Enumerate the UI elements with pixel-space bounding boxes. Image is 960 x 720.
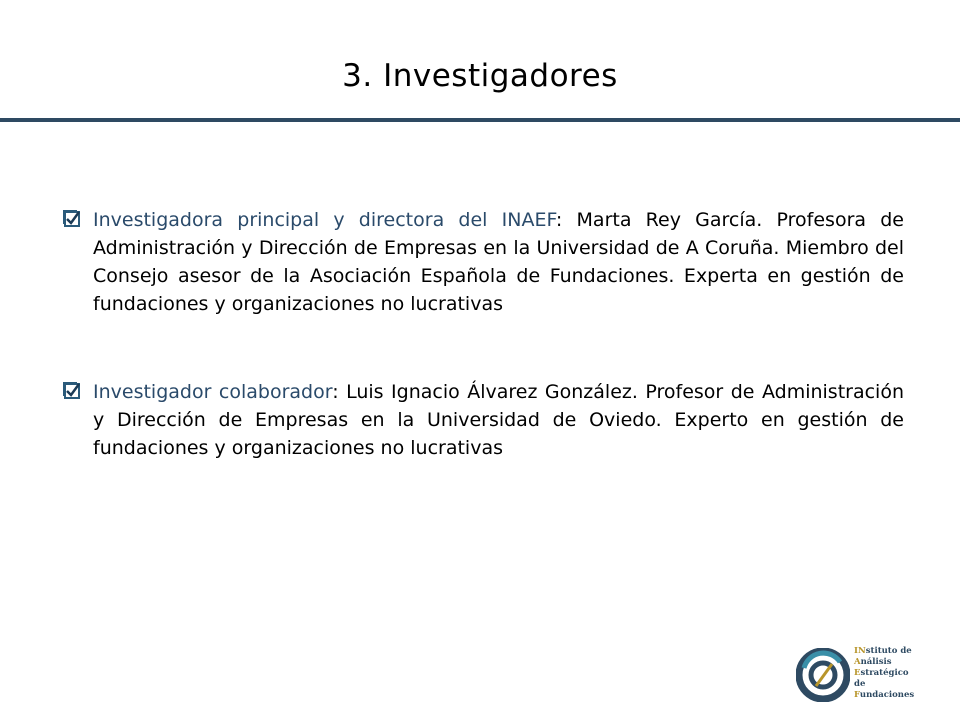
bullet-lead: Investigadora principal y directora del INAEF — [93, 209, 556, 231]
inaef-logo-text: INstituto de Análisis Estratégico de Fundaciones — [854, 646, 915, 700]
bullet-investigadora-principal — [63, 206, 904, 318]
bullet-investigador-colaborador — [63, 378, 904, 462]
bullet-text — [93, 206, 904, 318]
page-title: 3. Investigadores — [342, 58, 618, 94]
bullet-text — [93, 378, 904, 462]
title-divider — [0, 118, 960, 122]
inaef-logo-icon — [796, 648, 850, 702]
checkbox-bullet-icon — [63, 382, 77, 396]
bullet-body: : Luis Ignacio Álvarez González. Profesor de Administración y Dirección de Empresas en la Universidad de Oviedo. Experto en gestión de fundaciones y organizaciones no lucrativas — [93, 381, 904, 459]
bullet-lead: Investigador colaborador — [93, 381, 333, 403]
inaef-logo — [796, 644, 916, 704]
bullet-body: : Marta Rey García. Profesora de Administración y Dirección de Empresas en la Universidad de A Coruña. Miembro del Consejo asesor de la Asociación Española de Fundaciones. Experta en gestión de fundaciones y organizaciones no lucrativas — [93, 209, 904, 315]
checkbox-bullet-icon — [63, 210, 77, 224]
